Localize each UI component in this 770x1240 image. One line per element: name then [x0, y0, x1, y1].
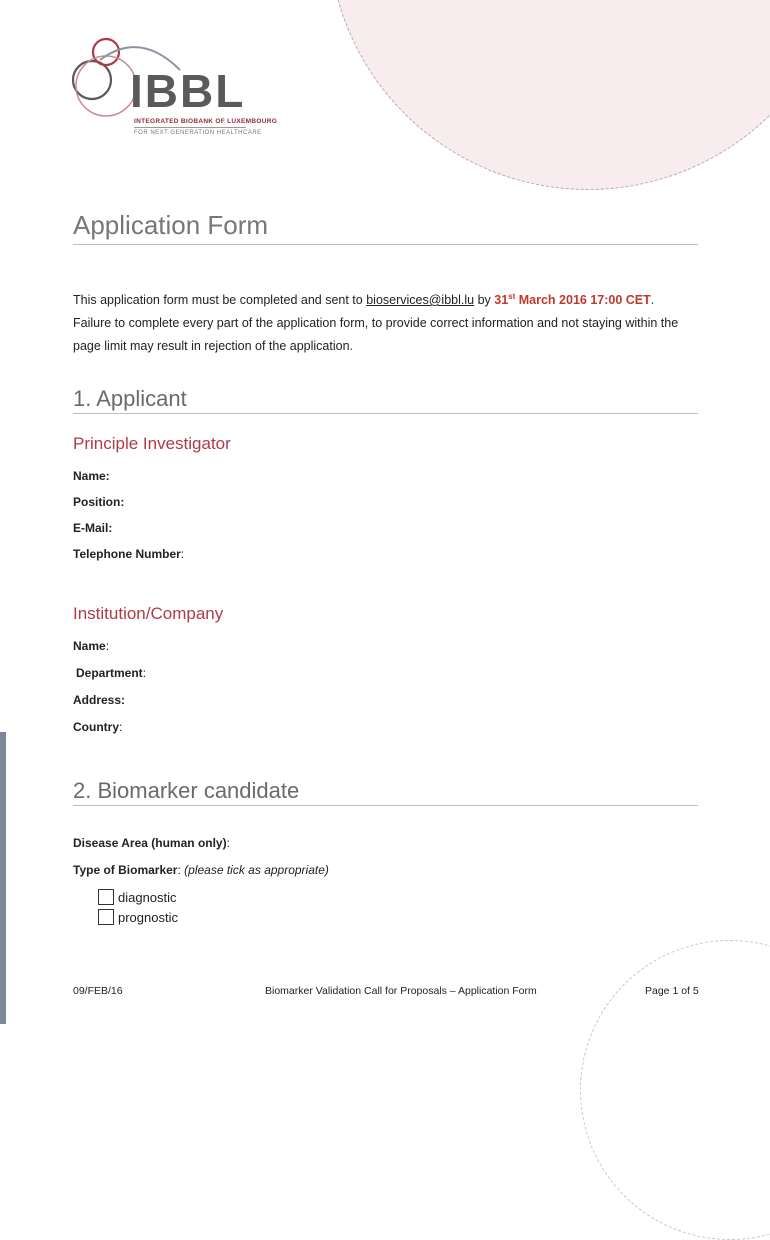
- logo-subtitle: INTEGRATED BIOBANK OF LUXEMBOURG: [134, 118, 278, 125]
- footer-date: 09/FEB/16: [73, 985, 123, 997]
- option-prognostic[interactable]: [98, 909, 178, 925]
- disease-area-colon: :: [226, 836, 230, 850]
- inst-country-label: [73, 720, 122, 734]
- intro-by: by: [474, 293, 495, 308]
- biomarker-type-hint: (please tick as appropriate): [184, 863, 329, 877]
- ibbl-logo: [70, 30, 278, 140]
- deadline-day: 31: [494, 293, 509, 308]
- biomarker-type-colon: :: [177, 863, 185, 877]
- diagnostic-checkbox[interactable]: [98, 889, 114, 905]
- email-link[interactable]: bioservices@ibbl.lu: [366, 293, 475, 308]
- prognostic-checkbox[interactable]: [98, 909, 114, 925]
- left-edge-bar: [0, 732, 6, 1024]
- inst-country-text: Country: [73, 720, 119, 734]
- deadline-sup: st: [508, 292, 516, 301]
- logo-divider: [134, 127, 246, 128]
- disease-area-label: [73, 836, 230, 850]
- pi-email-label: [73, 521, 112, 535]
- deadline-rest: March 2016 17:00 CET: [515, 293, 651, 308]
- inst-name-colon: :: [105, 639, 110, 653]
- inst-department-colon: :: [142, 666, 147, 680]
- inst-address-text: Address:: [73, 693, 126, 707]
- section-applicant-heading: 1. Applicant: [73, 386, 187, 411]
- inst-name-label: [73, 639, 109, 653]
- biomarker-type-label: [73, 863, 329, 877]
- deadline: [494, 293, 651, 307]
- page-title: Application Form: [73, 210, 269, 240]
- intro-line2: Failure to complete every part of the application form, to provide correct information and not staying within the page limit may result in rejection of the application.: [73, 316, 679, 354]
- intro-end: .: [650, 293, 655, 308]
- inst-name-text: Name: [73, 639, 106, 653]
- pi-phone-colon: :: [180, 547, 185, 561]
- pi-position-label: [73, 495, 124, 509]
- logo-wordmark: IBBL: [130, 65, 246, 117]
- institution-heading: Institution/Company: [73, 604, 224, 623]
- logo-tagline: FOR NEXT GENERATION HEALTHCARE: [134, 130, 262, 136]
- pi-heading: Principle Investigator: [73, 434, 231, 453]
- pi-email-text: E-Mail:: [73, 521, 113, 535]
- disease-area-text: Disease Area (human only): [73, 836, 227, 850]
- inst-country-colon: :: [119, 720, 123, 734]
- footer-title: Biomarker Validation Call for Proposals – Application Form: [265, 985, 537, 997]
- inst-address-label: [73, 693, 125, 707]
- option-diagnostic[interactable]: [98, 889, 177, 905]
- inst-department-label: [76, 666, 146, 680]
- footer-page: Page 1 of 5: [645, 985, 699, 997]
- pi-name-label: [73, 469, 110, 483]
- diagnostic-label: diagnostic: [118, 889, 177, 905]
- decorative-dashed-circle: [328, 0, 770, 190]
- biomarker-type-text: Type of Biomarker: [73, 863, 178, 877]
- intro-paragraph: [73, 285, 703, 358]
- section-biomarker-heading: 2. Biomarker candidate: [73, 778, 300, 803]
- prognostic-label: prognostic: [118, 909, 178, 925]
- section-applicant-rule: [73, 413, 698, 414]
- pi-phone-label: [73, 547, 184, 561]
- pi-position-text: Position:: [73, 495, 125, 509]
- inst-department-text: Department: [76, 666, 143, 680]
- pi-phone-text: Telephone Number: [73, 547, 181, 561]
- section-biomarker-rule: [73, 805, 698, 806]
- intro-prefix: This application form must be completed and sent to: [73, 293, 367, 308]
- title-rule: [73, 244, 698, 245]
- pi-name-text: Name:: [73, 469, 110, 483]
